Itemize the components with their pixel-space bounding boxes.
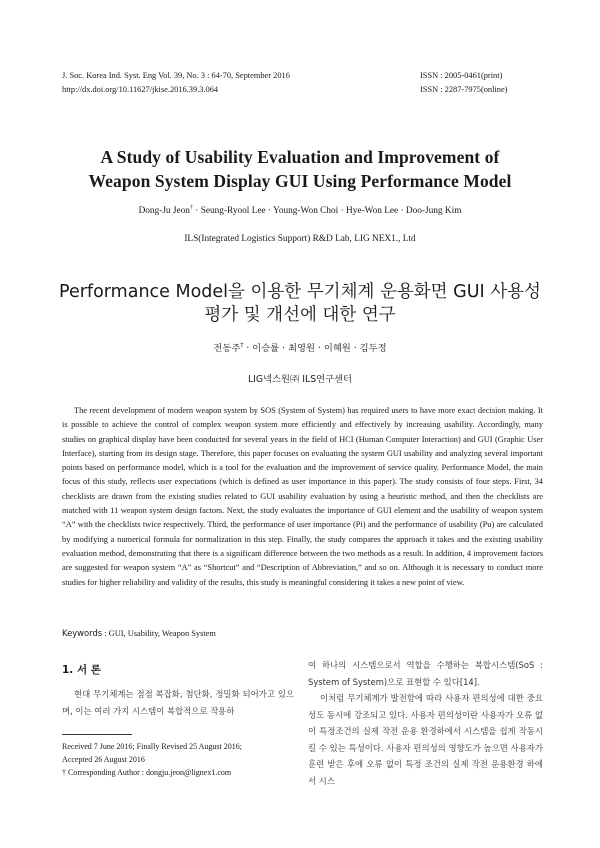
first-author-english: Dong-Ju Jeon	[138, 206, 190, 217]
title-english	[40, 145, 560, 193]
keywords-label: Keywords	[62, 628, 103, 638]
journal-citation: J. Soc. Korea Ind. Syst. Eng Vol. 39, No. 3 : 64-70, September 2016	[62, 71, 290, 80]
authors-korean	[40, 340, 560, 354]
title-korean	[40, 281, 560, 327]
abstract: The recent development of modern weapon system by SOS (System of System) has required users to have more exact decision making. It is possible to achieve the control of complex weapon system more efficiently and effectively by increasing usability. Accordingly, many studies on graphical display have been conducted for several years in the field of HCI (Human Computer Interaction) and GUI (Graphic User Interface), starting from its design stage. Therefore, this paper focuses on evaluating the system GUI usability and analyzing several important points based on performance model, which is a tool for the evaluation and the improvement of service quality. Performance Model, the main focus of this study, reflects user expectations (which is defined as user importance in this paper). The study consists of four steps. First, 34 checklists are drawn from the existing studies related to GUI usability evaluation by using a heuristic method, and then the checklists are matched with 11 weapon system design factors. Next, the study evaluates the importance of GUI element and the usability of weapon system “A” with the checklists twice respectively. Third, the performance of user importance (Pi) and the performance of usability (Pu) are calculated by modifying a numerical formula for normalization in this step. Finally, the study compares the approach it takes and the existing usability evaluation method, demonstrating that there is a significant difference between the two methods as a result. In addition, 4 improvement factors are suggested for weapon system “A” as “Shortcut” and “Description of Abbreviation,” and so on. Although it is necessary to conduct more studies for higher reliability and validity of the results, this study is meaningful considering it takes a new point of view.	[62, 406, 543, 587]
corresponding-mark-korean: †	[240, 341, 244, 349]
doi-link[interactable]: http://dx.doi.org/10.11627/jkise.2016.39.3.064	[62, 85, 219, 94]
intro-column-right	[308, 657, 543, 789]
intro-paragraph-second: 이처럼 무기체계가 발전함에 따라 사용자 편의성에 대한 중요성도 동시에 강조되고 있다. 사용자 편의성이란 사용자가 오류 없이 특정조건의 실제 작전 운용 환경하에서 시스템을 쉽게 작동시킬 수 있는 특성이다. 사용자 편의성의 영향도가 높으면 사용자가 훈련 받은 후에 오류 없이 특정 조건의 실제 작전 운용환경 하에서 시스	[308, 693, 543, 786]
corresponding-author: † Corresponding Author : dongju.jeon@lignex1.com	[62, 768, 232, 777]
issn-online: ISSN : 2287-7975(online)	[420, 85, 508, 94]
intro-paragraph-left: 현대 무기체계는 점점 복잡화, 첨단화, 정밀화 되어가고 있으며, 이는 여러 가지 시스템이 복합적으로 작용하	[62, 689, 294, 716]
title-english-line2: Weapon System Display GUI Using Performance Model	[88, 171, 512, 191]
coauthors-korean: · 이승률 · 최영원 · 이혜원 · 김두정	[243, 343, 387, 354]
section-heading-introduction: 1. 서 론	[62, 664, 101, 676]
affiliation-english: ILS(Integrated Logistics Support) R&D Lab, LIG NEX1., Ltd	[184, 234, 416, 244]
keywords	[62, 628, 216, 638]
title-korean-line2: 평가 및 개선에 대한 연구	[204, 305, 396, 325]
journal-header	[62, 69, 290, 97]
issn-block	[420, 69, 507, 97]
title-english-line1: A Study of Usability Evaluation and Improvement of	[100, 147, 500, 167]
title-korean-line1: Performance Model을 이용한 무기체계 운용화면 GUI 사용성	[59, 282, 541, 302]
received-date: Received 7 June 2016; Finally Revised 25 August 2016;	[62, 742, 242, 751]
affiliation-korean: LIG넥스원㈜ ILS연구센터	[247, 374, 353, 385]
first-author-korean: 전동주	[213, 343, 241, 354]
keywords-list: : GUI, Usability, Weapon System	[102, 629, 216, 638]
accepted-date: Accepted 26 August 2016	[62, 755, 145, 764]
intro-paragraph-continued: 여 하나의 시스템으로서 역할을 수행하는 복합시스템(SoS : System of System)으로 표현할 수 있다[14].	[308, 660, 543, 687]
coauthors-english: · Seung-Ryool Lee · Young-Won Choi · Hye-Won Lee · Doo-Jung Kim	[192, 206, 462, 217]
authors-english	[40, 205, 560, 216]
corresponding-mark: †	[189, 205, 193, 211]
footnote-divider	[62, 734, 132, 735]
issn-print: ISSN : 2005-0461(print)	[420, 71, 503, 80]
footnotes	[62, 740, 242, 779]
